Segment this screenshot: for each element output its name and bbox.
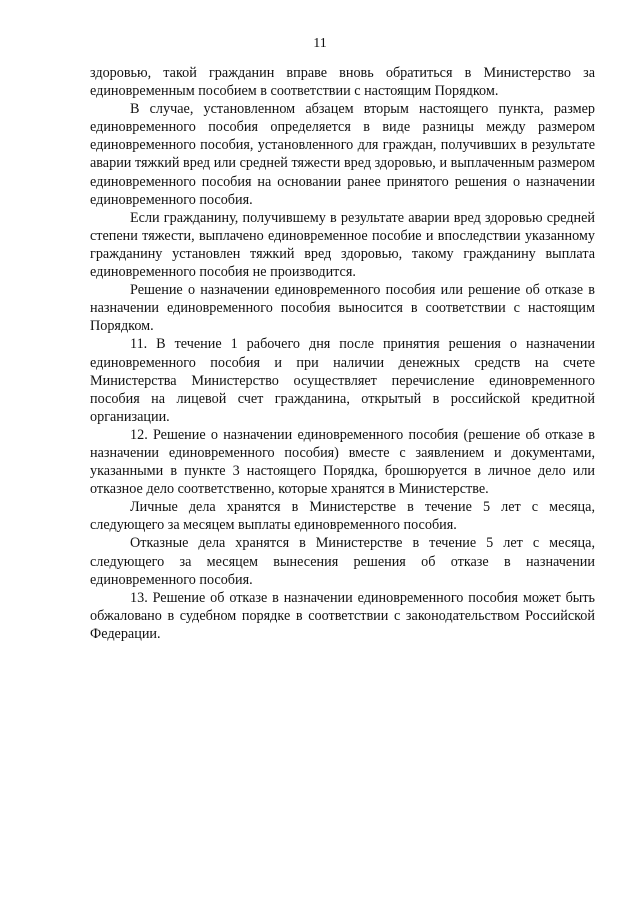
paragraph: Решение о назначении единовременного пособия или решение об отказе в назначении единовременного пособия выносится в соответствии с настоящим Порядком.	[90, 282, 595, 335]
paragraph: Отказные дела хранятся в Министерстве в течение 5 лет с месяца, следующего за месяцем вынесения решения об отказе в назначении единовременного пособия.	[90, 535, 595, 588]
paragraph-item-13: 13. Решение об отказе в назначении единовременного пособия может быть обжаловано в судебном порядке в соответствии с законодательством Российской Федерации.	[90, 589, 595, 642]
paragraph: Если гражданину, получившему в результате аварии вред здоровью средней степени тяжести, выплачено единовременное пособие и впоследствии указанному гражданину установлен тяжкий вред здоровью, такому гражданину выплата единовременного пособия не производится.	[90, 209, 595, 281]
paragraph: Личные дела хранятся в Министерстве в течение 5 лет с месяца, следующего за месяцем выплаты единовременного пособия.	[90, 499, 595, 534]
paragraph-item-11: 11. В течение 1 рабочего дня после принятия решения о назначении единовременного пособия и при наличии денежных средств на счете Министерства Министерство осуществляет перечисление единовременного пособия на лицевой счет гражданина, открытый в российской кредитной организации.	[90, 336, 595, 425]
document-body	[90, 64, 595, 643]
paragraph-item-12: 12. Решение о назначении единовременного пособия (решение об отказе в назначении единовременного пособия) вместе с заявлением и документами, указанными в пункте 3 настоящего Порядка, брошюруется в личное дело или отказное дело соответственно, которые хранятся в Министерстве.	[90, 426, 595, 498]
page-number: 11	[313, 36, 327, 51]
paragraph-continuation: здоровью, такой гражданин вправе вновь обратиться в Министерство за единовременным пособием в соответствии с настоящим Порядком.	[90, 65, 595, 100]
paragraph: В случае, установленном абзацем вторым настоящего пункта, размер единовременного пособия определяется в виде разницы между размером единовременного пособия, установленного для граждан, получивших в результате аварии тяжкий вред или средней тяжести вред здоровью, и выплаченным размером единовременного пособия на основании ранее принятого решения о назначении единовременного пособия.	[90, 101, 595, 208]
